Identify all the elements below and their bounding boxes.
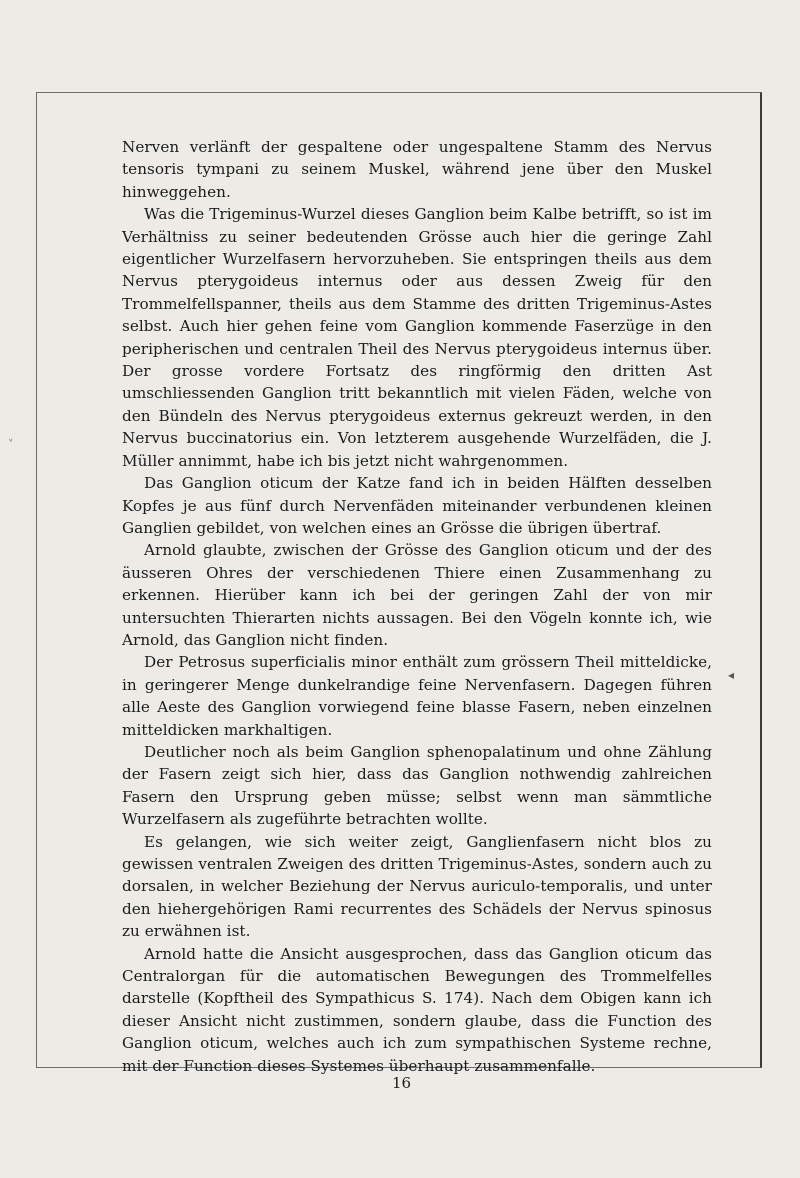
paragraph-2: Was die Trigeminus-Wurzel dieses Ganglion beim Kalbe betrifft, so ist im Verhältniss zu seiner bedeutenden Grösse auch hier die geringe Zahl eigentlicher Wurzelfasern hervorzuheben. Sie entspringen theils aus dem Nervus pterygoideus internus oder aus dessen Zweig für den Trommelfellspanner, theils aus dem Stamme des dritten Trigeminus-Astes selbst. Auch hier gehen feine vom Ganglion kommende Faserzüge in den peripherischen und centralen Theil des Nervus pterygoideus internus über. Der grosse vordere Fortsatz des ringförmig den dritten Ast umschliessenden Ganglion tritt bekanntlich mit vielen Fäden, welche von den Bündeln des Nervus pterygoideus externus gekreuzt werden, in den Nervus buccinatorius ein. Von letzterem ausgehende Wurzelfäden, die J. Müller annimmt, habe ich bis jetzt nicht wahrgenommen.: [122, 205, 712, 470]
body-text: [122, 136, 712, 1077]
paragraph-4: Arnold glaubte, zwischen der Grösse des Ganglion oticum und der des äusseren Ohres der verschiedenen Thiere einen Zusammenhang zu erkennen. Hierüber kann ich bei der geringen Zahl der von mir untersuchten Thierarten nichts aussagen. Bei den Vögeln konnte ich, wie Arnold, das Ganglion nicht finden.: [122, 541, 712, 649]
paragraph-7: Es gelangen, wie sich weiter zeigt, Ganglienfasern nicht blos zu gewissen ventralen Zweigen des dritten Trigeminus-Astes, sondern auch zu dorsalen, in welcher Beziehung der Nervus auriculo-temporalis, und unter den hiehergehörigen Rami recurrentes des Schädels der Nervus spinosus zu erwähnen ist.: [122, 832, 712, 941]
paragraph-8: Arnold hatte die Ansicht ausgesprochen, dass das Ganglion oticum das Centralorgan für die automatischen Bewegungen des Trommelfelles darstelle (Kopftheil des Sympathicus S. 174). Nach dem Obigen kann ich dieser Ansicht nicht zustimmen, sondern glaube, dass die Function des Ganglion oticum, welches auch ich zum sympathischen Systeme rechne, mit der Function dieses Systemes überhaupt zusammenfalle.: [122, 944, 712, 1075]
paragraph-1: Nerven verlänft der gespaltene oder ungespaltene Stamm des Nervus tensoris tympani zu seinem Muskel, während jene über den Muskel hinweggehen.: [122, 138, 712, 201]
margin-mark: ◂: [728, 668, 735, 682]
margin-tick: ˅: [8, 438, 14, 451]
paragraph-3: Das Ganglion oticum der Katze fand ich in beiden Hälften desselben Kopfes je aus fünf durch Nervenfäden miteinander verbundenen kleinen Ganglien gebildet, von welchen eines an Grösse die übrigen übertraf.: [122, 474, 712, 537]
paragraph-6: Deutlicher noch als beim Ganglion sphenopalatinum und ohne Zählung der Fasern zeigt sich hier, dass das Ganglion nothwendig zahlreichen Fasern den Ursprung geben müsse; selbst wenn man sämmtliche Wurzelfasern als zugeführte betrachten wollte.: [122, 742, 712, 829]
paragraph-5: Der Petrosus superficialis minor enthält zum grössern Theil mitteldicke, in geringerer Menge dunkelrandige feine Nervenfasern. Dagegen führen alle Aeste des Ganglion vorwiegend feine blasse Fasern, neben einzelnen mitteldicken markhaltigen.: [122, 653, 712, 739]
page-number: 16: [392, 1074, 412, 1092]
